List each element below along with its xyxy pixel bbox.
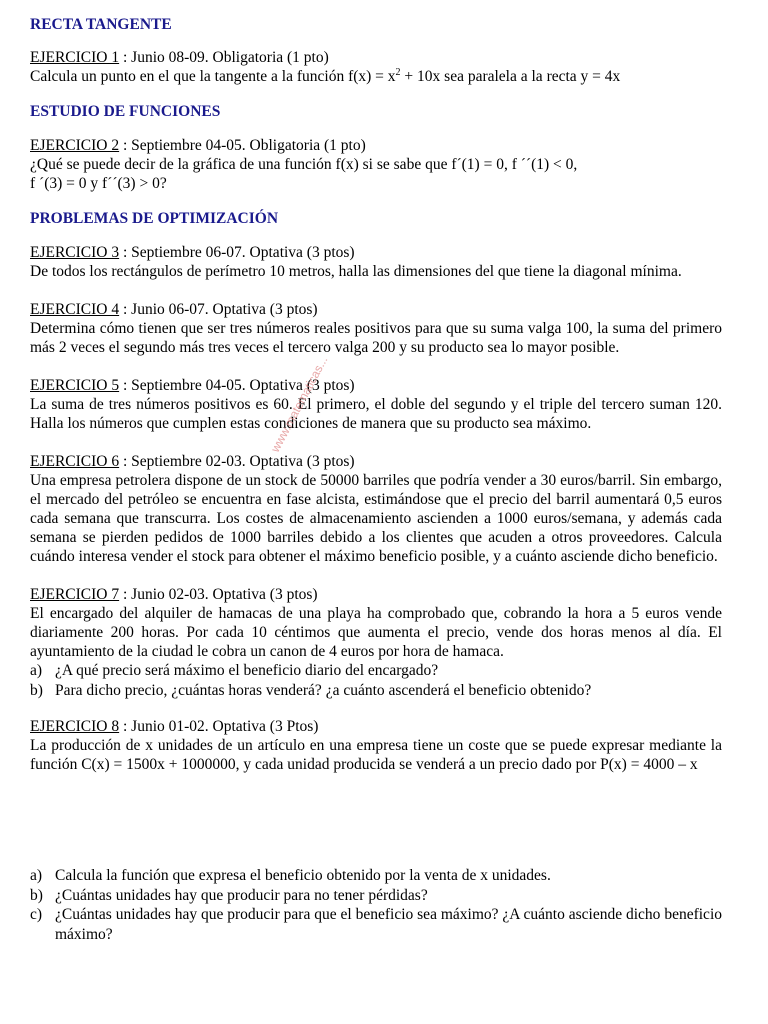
exercise-meta: : Junio 06-07. Optativa (3 ptos) bbox=[119, 301, 318, 318]
list-item bbox=[30, 681, 722, 701]
exercise-label: EJERCICIO 7 bbox=[30, 586, 120, 603]
list-item bbox=[30, 866, 722, 886]
watermark-text: www.matematicas... bbox=[268, 353, 331, 455]
exercise-7 bbox=[30, 585, 722, 700]
list-item bbox=[30, 661, 722, 681]
item-text: ¿Cuántas unidades hay que producir para que el beneficio sea máximo? ¿A cuánto asciende dicho beneficio máximo? bbox=[55, 906, 722, 943]
exercise-label: EJERCICIO 4 bbox=[30, 301, 120, 318]
item-label: b) bbox=[30, 886, 43, 904]
exercise-text: La producción de x unidades de un artículo en una empresa tiene un coste que se puede expresar mediante la función C(x) = 1500x + 1000000, y cada unidad producida se venderá a un precio dado por P(x) = 4000 – x bbox=[30, 737, 722, 773]
item-label: b) bbox=[30, 681, 43, 699]
exercise-title bbox=[30, 717, 722, 736]
exercise-4 bbox=[30, 300, 722, 357]
exercise-meta: : Septiembre 04-05. Optativa (3 ptos) bbox=[119, 377, 355, 394]
exercise-3 bbox=[30, 243, 722, 281]
exercise-label: EJERCICIO 8 bbox=[30, 718, 120, 735]
exercise-title bbox=[30, 48, 722, 67]
section-heading-recta-tangente: RECTA TANGENTE bbox=[30, 16, 172, 33]
exercise-text-part: + 10x sea paralela a la recta y = 4x bbox=[400, 68, 621, 85]
list-item bbox=[30, 886, 722, 906]
item-label: a) bbox=[30, 662, 43, 679]
exercise-text: El encargado del alquiler de hamacas de una playa ha comprobado que, cobrando la hora a 5 euros vende diariamente 200 horas. Por cada 10 céntimos que aumenta el precio, vende dos horas menos al día. El ayuntamiento de la ciudad le cobra un canon de 4 euros por hora de hamaca. bbox=[30, 605, 722, 660]
document-page bbox=[30, 14, 722, 944]
exercise-6 bbox=[30, 452, 722, 566]
exercise-title bbox=[30, 136, 722, 155]
exercise-title bbox=[30, 300, 722, 319]
exercise-8 bbox=[30, 717, 722, 944]
item-text: ¿A qué precio será máximo el beneficio diario del encargado? bbox=[55, 662, 439, 679]
item-text: ¿Cuántas unidades hay que producir para no tener pérdidas? bbox=[55, 886, 428, 904]
section-heading-estudio-funciones: ESTUDIO DE FUNCIONES bbox=[30, 103, 221, 120]
exercise-meta: : Septiembre 04-05. Obligatoria (1 pto) bbox=[119, 137, 366, 154]
exercise-label: EJERCICIO 1 bbox=[30, 49, 120, 66]
blank-space bbox=[30, 774, 722, 866]
exercise-meta: : Septiembre 06-07. Optativa (3 ptos) bbox=[119, 244, 355, 261]
exercise-title bbox=[30, 585, 722, 604]
item-text: Para dicho precio, ¿cuántas horas venderá? ¿a cuánto ascenderá el beneficio obtenido? bbox=[55, 681, 592, 699]
exercise-meta: : Junio 08-09. Obligatoria (1 pto) bbox=[119, 49, 329, 66]
exercise-title bbox=[30, 243, 722, 262]
exercise-label: EJERCICIO 6 bbox=[30, 453, 120, 470]
exponent: 2 bbox=[395, 67, 401, 78]
exercise-title bbox=[30, 452, 722, 471]
exercise-meta: : Junio 02-03. Optativa (3 ptos) bbox=[119, 586, 318, 603]
exercise-label: EJERCICIO 3 bbox=[30, 244, 120, 261]
exercise-text: La suma de tres números positivos es 60. El primero, el doble del segundo y el triple del tercero suman 120. Halla los números que cumplen estas condiciones de manera que su producto sea máximo. bbox=[30, 396, 722, 432]
exercise-text: Determina cómo tienen que ser tres números reales positivos para que su suma valga 100, la suma del primero más 2 veces el segundo más tres veces el tercero valga 200 y su producto sea lo mayor posible. bbox=[30, 320, 722, 356]
exercise-text-part: Calcula un punto en el que la tangente a la función f(x) = x bbox=[30, 68, 396, 85]
list-item bbox=[30, 905, 722, 944]
exercise-5 bbox=[30, 376, 722, 433]
exercise-text-line: f ´(3) = 0 y f´´(3) > 0? bbox=[30, 175, 167, 192]
exercise-meta: : Septiembre 02-03. Optativa (3 ptos) bbox=[119, 453, 355, 470]
exercise-title bbox=[30, 376, 722, 395]
item-text: Calcula la función que expresa el beneficio obtenido por la venta de x unidades. bbox=[55, 867, 551, 884]
section-heading-optimizacion: PROBLEMAS DE OPTIMIZACIÓN bbox=[30, 210, 279, 227]
exercise-meta: : Junio 01-02. Optativa (3 Ptos) bbox=[119, 718, 319, 735]
exercise-label: EJERCICIO 5 bbox=[30, 377, 120, 394]
exercise-text: De todos los rectángulos de perímetro 10 metros, halla las dimensiones del que tiene la diagonal mínima. bbox=[30, 263, 682, 280]
exercise-text: Una empresa petrolera dispone de un stock de 50000 barriles que podría vender a 30 euros/barril. Sin embargo, el mercado del petróleo se encuentra en fase alcista, estimándose que el precio del barril aumentará 0,5 euros cada semana que transcurra. Los costes de almacenamiento ascienden a 1000 euros/semana, y además cada semana se pierden pedidos de 1000 barriles debido a los clientes que acuden a otros proveedores. Calcula cuándo interesa vender el stock para obtener el máximo beneficio posible, y a cuánto asciende dicho beneficio. bbox=[30, 472, 722, 565]
exercise-text-line: ¿Qué se puede decir de la gráfica de una función f(x) si se sabe que f´(1) = 0, f ´´(1) < 0, bbox=[30, 156, 578, 173]
exercise-2 bbox=[30, 136, 722, 193]
exercise-label: EJERCICIO 2 bbox=[30, 137, 120, 154]
exercise-1 bbox=[30, 48, 722, 86]
item-label: c) bbox=[30, 906, 43, 923]
exercise-text bbox=[30, 67, 722, 86]
item-label: a) bbox=[30, 867, 43, 884]
